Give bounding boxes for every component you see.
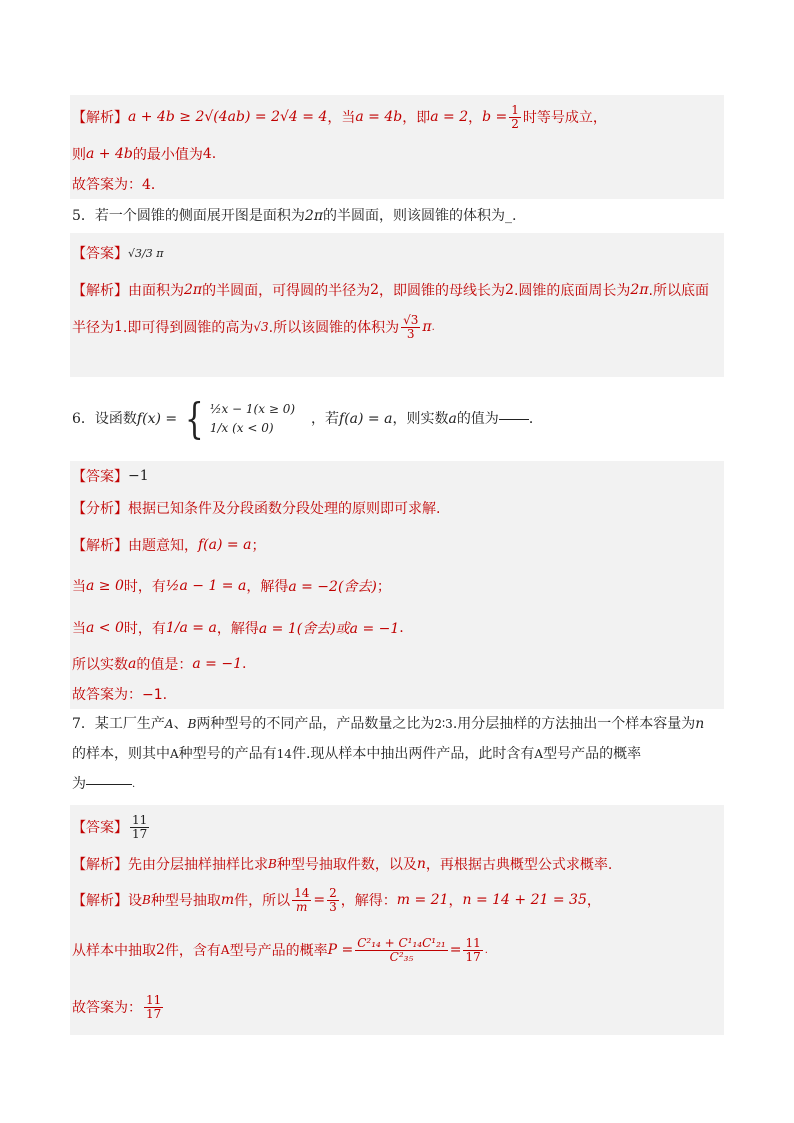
q5-math: 2π [184,282,203,298]
q6-text: 的值是： [136,657,193,673]
p4-a-value: a = 2 [430,109,469,125]
q7-answer-fraction [130,814,149,840]
q6-final-answer [70,679,724,709]
p4-solution-block [70,95,724,199]
q7-text: 先由分层抽样抽样比求 [128,857,268,873]
q6-text: 时，有 [123,621,166,637]
q7-math: B [187,716,197,731]
q5-question [70,199,724,233]
analysis-label: 【解析】 [72,857,128,873]
q6-analysis-line1 [70,525,724,565]
frac-num: 14 [294,885,310,900]
q5-volume-fraction [401,314,420,340]
p4-analysis-line [70,95,724,139]
p4-min-line [70,139,724,169]
q6-case-lt0 [70,607,724,649]
q5-math: 2π [630,282,649,298]
q6-text: 6．设函数 [72,410,137,427]
q6-text: ，则实数 [392,410,449,427]
answer-label: 【答案】 [72,820,128,836]
frac-den: C²₃₅ [389,949,414,964]
answer-label: 【答案】 [72,469,128,485]
q7-answer-blank [86,784,132,785]
q6-case-ge0 [70,565,724,607]
q6-text: ，解得 [216,621,259,637]
frac-den: 2 [511,116,519,131]
q5-text: 5．若一个圆锥的侧面展开图是面积为 [72,207,305,224]
q7-line3 [72,769,724,799]
q6-method-line [70,491,724,525]
q6-answer-blank [499,419,529,420]
q7-answer-line [70,805,724,849]
q5-area: 2π [304,207,324,224]
q7-text: ， [586,893,601,909]
q7-text: 两种型号的不同产品，产品数量之比为 [196,715,435,732]
p4-inequality: a + 4b ≥ 2√(4ab) = 2√4 = 4 [128,109,328,125]
frac-num: √3 [403,312,419,327]
q6-text: 当 [72,579,86,595]
q7-question [70,709,724,799]
q7-text: 设 [128,893,142,909]
q5-text: .所以该圆锥的体积为 [268,320,400,336]
q7-text: 、 [173,715,188,732]
document-page [70,95,724,1035]
q7-math: m [220,892,235,908]
q7-math: = [449,942,462,958]
q7-math: = [313,892,326,908]
p4-min-value: 4 [202,146,212,162]
p4-b-label: b = [482,109,508,125]
q5-blank: _. [505,207,517,224]
p4-text: ， [468,110,483,126]
analysis-label: 【解析】 [72,283,128,299]
q7-text: 件，所以 [234,893,291,909]
q7-prob-result [463,937,482,963]
q6-text: 所以实数 [72,657,128,673]
q5-math: 2 [370,282,380,298]
q7-final-answer [70,979,724,1035]
q5-text: 半径为 [72,320,114,336]
q6-case2: 1/x (x < 0) [209,421,274,435]
q7-text: 从样本中抽取 [72,943,156,959]
q5-math: 1 [114,319,123,335]
q7-math: P = [327,942,354,958]
q6-math: f(a) = a [198,537,252,553]
q7-ratio-right [327,887,339,913]
q7-math: 2 [156,942,165,958]
p4-text: ，当 [327,110,356,126]
q7-text: 件，含有 [164,943,221,959]
q7-ratio-left [292,887,311,913]
q6-text: 时，有 [123,579,166,595]
q7-text: 种型号抽取件数，以及 [276,857,417,873]
q7-math: A [220,943,230,957]
q7-text: 的样本，则其中 [72,745,170,762]
q6-math: a = −2(舍去) [288,579,377,595]
q5-answer-line [70,233,724,273]
q6-math: a ≥ 0 [86,578,124,594]
q5-text: .圆锥的底面周长为 [513,283,631,299]
q6-conclusion [70,649,724,679]
q7-text: ，再根据古典概型公式求概率. [425,857,613,873]
q7-text: 件.现从样本中抽出两件产品，此时含有 [291,745,535,762]
q7-text: 7．某工厂生产 [72,715,165,732]
q7-text: . [484,944,488,956]
q7-analysis-line1 [70,849,724,879]
q7-text: 型号产品的概率 [543,745,642,762]
q6-text: ． [528,410,543,427]
q6-question [70,377,724,461]
q5-empty-row [70,347,724,377]
q7-line2 [72,739,724,769]
q7-math: n [695,715,705,732]
q7-final-fraction [144,994,163,1020]
q7-math: 14 [276,746,292,761]
q5-text: ，即圆锥的母线长为 [379,283,506,299]
analysis-label: 【解析】 [72,110,128,126]
q6-math: a = −1 [192,656,242,672]
q5-text: . [431,321,435,333]
q6-math: ½a − 1 = a [165,578,247,594]
q6-text: ； [376,579,391,595]
q7-final-text: 故答案为： [72,1000,142,1016]
q7-math: B [142,893,151,907]
p4-b-fraction [509,104,521,130]
q6-method-text: 根据已知条件及分段函数分段处理的原则即可求解. [128,501,441,517]
frac-num: 11 [146,992,162,1007]
q7-math: 2∶3 [434,716,453,731]
q7-text: 种型号的产品有 [178,745,277,762]
q7-text: .用分层抽样的方法抽出一个样本容量为 [452,715,696,732]
q6-text: . [399,620,404,636]
q7-analysis-line3 [70,921,724,979]
analysis-label: 【解析】 [72,538,128,554]
p4-text: 则 [72,147,86,163]
q6-text: ，若 [311,410,340,427]
q6-text: 的值为 [456,410,499,427]
q5-answer-block [70,233,724,377]
q6-case1: ½x − 1(x ≥ 0) [209,401,296,416]
frac-num: 11 [465,935,481,950]
answer-label: 【答案】 [72,246,128,262]
q6-text: 由题意知， [128,538,198,554]
p4-final-text: 故答案为：4． [72,177,165,193]
q7-text: . [132,778,136,790]
q6-text: 当 [72,621,86,637]
q7-math: A [170,746,179,761]
q7-math: n [416,856,426,872]
p4-text: . [211,146,217,162]
q7-math: n = 14 + 21 = 35 [462,892,587,908]
q7-line1 [72,709,724,739]
q7-text: ，解得： [340,893,397,909]
q6-answer-value: −1 [128,468,149,484]
q7-prob-fraction [355,937,448,963]
q7-answer-block [70,805,724,1035]
q6-math: 1/a = a [165,620,217,636]
q5-math: 2 [505,282,514,298]
q5-text: .所以底面 [648,283,709,299]
q5-text: 的半圆面，可得圆的半径为 [202,283,371,299]
q6-text: ，解得 [246,579,289,595]
q7-analysis-line2 [70,879,724,921]
analysis-label: 【解析】 [72,893,128,909]
q6-math: a [128,656,137,672]
q6-answer-line [70,461,724,491]
q7-math: m = 21 [396,892,449,908]
p4-final-answer [70,169,724,199]
p4-text: ，即 [402,110,431,126]
frac-den: 3 [329,899,337,914]
q5-analysis-line2 [70,307,724,347]
q6-math: a = 1(舍去)或a = −1 [258,621,400,637]
q6-brace: { [185,394,204,443]
q5-text: 由面积为 [128,283,184,299]
q7-math: A [164,716,174,731]
q7-text: ， [448,893,463,909]
method-label: 【分析】 [72,501,128,517]
q6-text: . [241,656,247,672]
p4-text: 的最小值为 [132,147,203,163]
frac-num: C²₁₄ + C¹₁₄C¹₂₁ [357,935,446,950]
q6-final-text: 故答案为：−1. [72,687,168,703]
q5-text: 的半圆面，则该圆锥的体积为 [323,207,506,224]
frac-num: 11 [132,812,148,827]
q6-var: a [448,410,457,427]
q6-math: a < 0 [86,620,124,636]
q7-text: 为 [72,775,86,792]
q6-answer-block [70,461,724,709]
q6-func: f(x) = [136,410,178,427]
frac-num: 2 [329,885,337,900]
q6-piecewise [210,400,295,438]
q5-math: √3 [253,320,269,334]
q7-text: 种型号抽取 [150,893,221,909]
q6-text: ； [251,538,266,554]
frac-den: 17 [465,949,481,964]
q5-answer-value: √3/3 π [128,246,164,260]
frac-den: m [296,899,308,914]
frac-den: 17 [132,826,148,841]
q7-math: A [534,746,544,761]
q5-math: π [422,319,432,335]
q6-eq: f(a) = a [339,410,393,427]
p4-cond: a = 4b [355,109,403,125]
p4-text: 时等号成立， [522,110,607,126]
frac-num: 1 [511,102,519,117]
q7-math: B [268,857,277,871]
q7-text: 型号产品的概率 [229,943,328,959]
frac-den: 17 [146,1006,162,1021]
q5-analysis-line1 [70,273,724,307]
frac-den: 3 [406,326,415,341]
q5-text: .即可得到圆锥的高为 [122,320,254,336]
p4-expr: a + 4b [86,146,133,162]
